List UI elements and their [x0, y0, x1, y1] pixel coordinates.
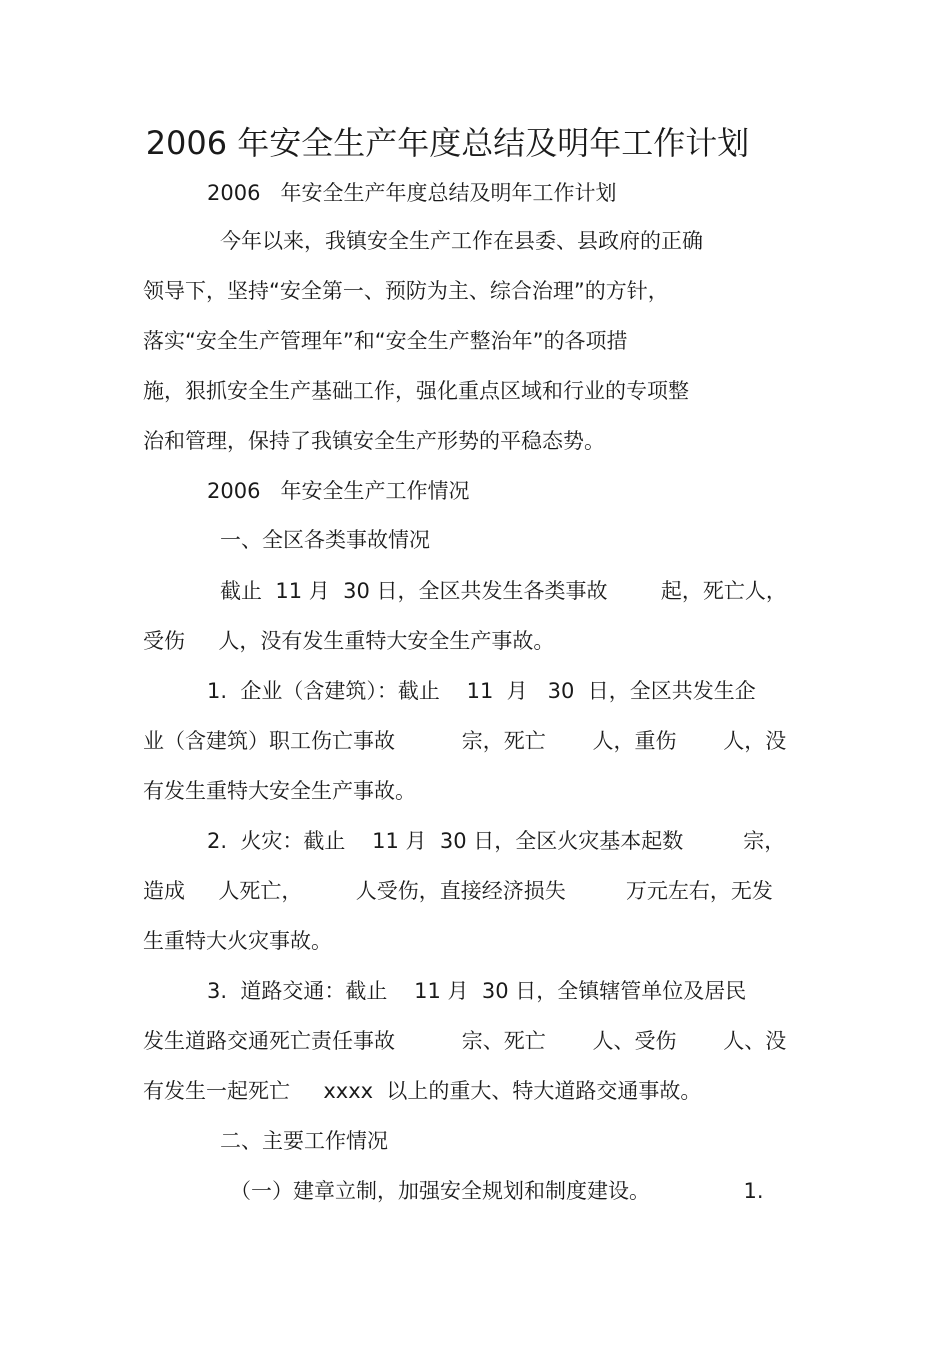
paragraph-line: 有发生重特大安全生产事故。: [143, 779, 416, 803]
paragraph-line: 落实“安全生产管理年”和“安全生产整治年”的各项措: [143, 329, 628, 353]
paragraph-line: 生重特大火灾事故。: [143, 929, 332, 953]
paragraph-line: 施，狠抓安全生产基础工作，强化重点区域和行业的专项整: [143, 379, 689, 403]
paragraph-line: 有发生一起死亡 xxxx 以上的重大、特大道路交通事故。: [143, 1079, 702, 1103]
paragraph-line: 受伤 人，没有发生重特大安全生产事故。: [143, 629, 555, 653]
subtitle-line: 2006 年安全生产年度总结及明年工作计划: [207, 181, 617, 205]
paragraph-line: 业（含建筑）职工伤亡事故 宗，死亡 人，重伤 人，没: [143, 729, 787, 753]
paragraph-line: 造成 人死亡， 人受伤，直接经济损失 万元左右，无发: [143, 879, 773, 903]
section-heading: 2006 年安全生产工作情况: [207, 479, 470, 503]
paragraph-line: 1. 企业（含建筑）：截止 11 月 30 日，全区共发生企: [207, 679, 756, 703]
section-heading: 二、主要工作情况: [220, 1129, 388, 1153]
paragraph-line: 发生道路交通死亡责任事故 宗、死亡 人、受伤 人、没: [143, 1029, 787, 1053]
paragraph-line: 领导下，坚持“安全第一、预防为主、综合治理”的方针，: [143, 279, 669, 303]
paragraph-line: 2. 火灾：截止 11 月 30 日，全区火灾基本起数 宗，: [207, 829, 786, 853]
section-heading: 一、全区各类事故情况: [220, 528, 430, 552]
document-title: 2006 年安全生产年度总结及明年工作计划: [145, 124, 750, 162]
paragraph-line: 治和管理，保持了我镇安全生产形势的平稳态势。: [143, 429, 605, 453]
paragraph-line: 截止 11 月 30 日，全区共发生各类事故 起，死亡人，: [220, 579, 787, 603]
paragraph-line: （一）建章立制，加强安全规划和制度建设。 1.: [230, 1179, 764, 1203]
paragraph-line: 今年以来，我镇安全生产工作在县委、县政府的正确: [220, 229, 703, 253]
paragraph-line: 3. 道路交通：截止 11 月 30 日，全镇辖管单位及居民: [207, 979, 747, 1003]
